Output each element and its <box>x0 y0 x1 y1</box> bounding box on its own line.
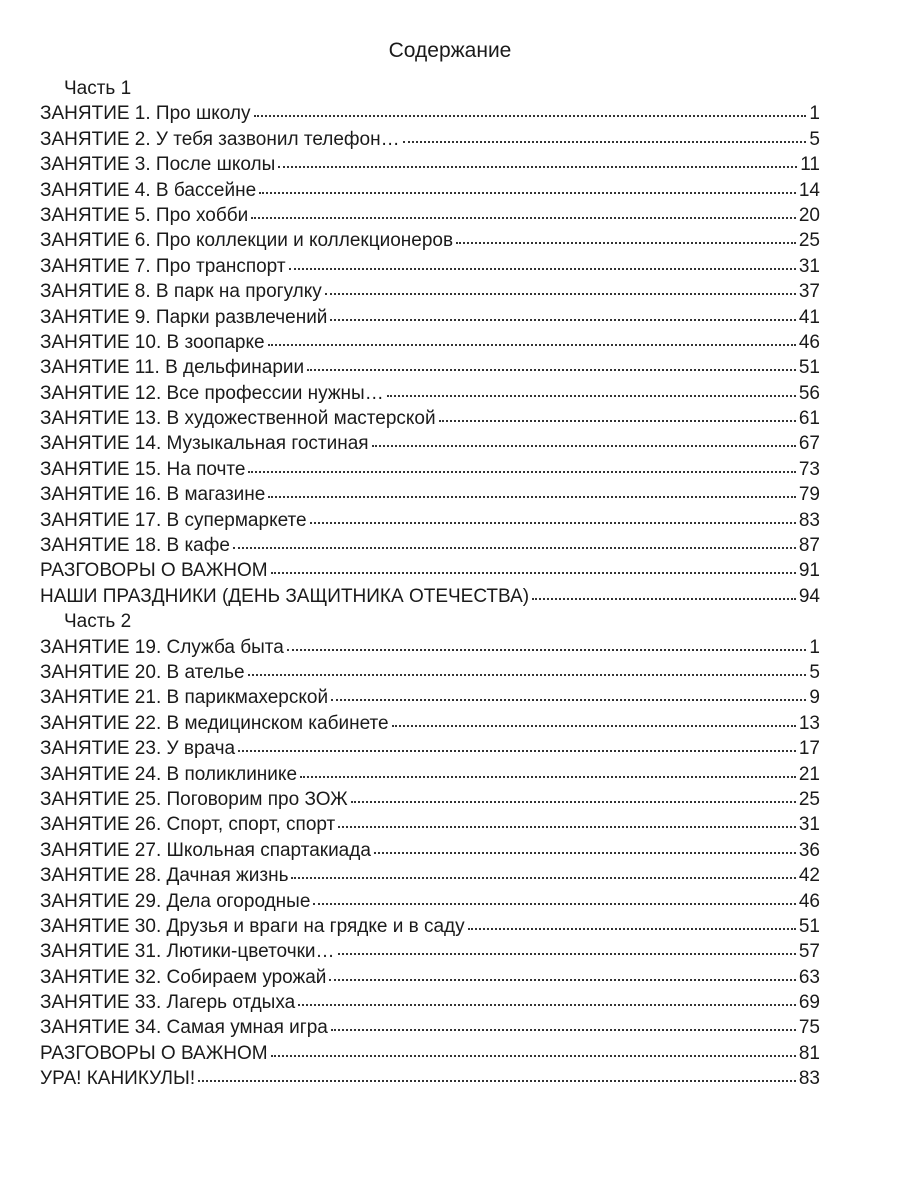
toc-entry-page-number: 51 <box>798 357 820 379</box>
dot-leader <box>329 978 795 981</box>
toc-entry-page-number: 87 <box>798 535 820 557</box>
toc-entry <box>40 736 820 761</box>
toc-entry-page-number: 61 <box>798 408 820 430</box>
toc-entry <box>40 939 820 964</box>
toc-entry <box>40 1066 820 1091</box>
dot-leader <box>456 241 796 244</box>
toc-entry-label: ЗАНЯТИЕ 25. Поговорим про ЗОЖ <box>40 788 348 810</box>
toc-entry-page-number: 57 <box>798 941 820 963</box>
toc-entry-label: ЗАНЯТИЕ 33. Лагерь отдыха <box>40 992 296 1014</box>
toc-entry-page-number: 31 <box>798 255 820 277</box>
toc-entry <box>40 635 820 660</box>
toc-entry <box>40 457 820 482</box>
toc-entry <box>40 101 820 126</box>
dot-leader <box>298 1003 796 1006</box>
dot-leader <box>271 571 796 574</box>
toc-entry <box>40 203 820 228</box>
dot-leader <box>254 114 807 117</box>
toc-entry-page-number: 91 <box>798 560 820 582</box>
dot-leader <box>310 521 796 524</box>
toc-entry-label: ЗАНЯТИЕ 15. На почте <box>40 458 246 480</box>
toc-entry <box>40 558 820 583</box>
toc-entry <box>40 228 820 253</box>
dot-leader <box>271 1054 796 1057</box>
toc-entry <box>40 178 820 203</box>
toc-entry <box>40 431 820 456</box>
toc-entry <box>40 965 820 990</box>
toc-entry-label: ЗАНЯТИЕ 21. В парикмахерской <box>40 687 329 709</box>
dot-leader <box>374 851 796 854</box>
toc-entry-page-number: 42 <box>798 865 820 887</box>
toc-entry-page-number: 1 <box>809 103 820 125</box>
toc-entry-label: РАЗГОВОРЫ О ВАЖНОМ <box>40 560 268 582</box>
toc-entry <box>40 1015 820 1040</box>
toc-entry-page-number: 75 <box>798 1017 820 1039</box>
toc-entry-label: ЗАНЯТИЕ 2. У тебя зазвонил телефон… <box>40 128 400 150</box>
toc-entry-label: ЗАНЯТИЕ 11. В дельфинарии <box>40 357 305 379</box>
dot-leader <box>238 749 796 752</box>
dot-leader <box>291 876 795 879</box>
dot-leader <box>233 546 796 549</box>
dot-leader <box>403 140 807 143</box>
toc-entry-page-number: 5 <box>809 128 820 150</box>
toc-entry-page-number: 20 <box>798 204 820 226</box>
toc-entry <box>40 254 820 279</box>
dot-leader <box>532 597 796 600</box>
dot-leader <box>330 318 795 321</box>
toc-entry-label: ЗАНЯТИЕ 16. В магазине <box>40 484 266 506</box>
dot-leader <box>351 800 796 803</box>
toc-entry-page-number: 1 <box>809 636 820 658</box>
toc-entry-label: ЗАНЯТИЕ 22. В медицинском кабинете <box>40 712 389 734</box>
toc-entry-label: ЗАНЯТИЕ 32. Собираем урожай <box>40 966 327 988</box>
toc-entry-label: ЗАНЯТИЕ 7. Про транспорт <box>40 255 286 277</box>
toc-entry-label: ЗАНЯТИЕ 6. Про коллекции и коллекционеров <box>40 230 454 252</box>
dot-leader <box>338 825 796 828</box>
toc-entry <box>40 914 820 939</box>
toc-entry-label: ЗАНЯТИЕ 4. В бассейне <box>40 179 257 201</box>
toc-entry <box>40 482 820 507</box>
toc-entry <box>40 889 820 914</box>
toc-entry-label: РАЗГОВОРЫ О ВАЖНОМ <box>40 1042 268 1064</box>
toc-entry <box>40 660 820 685</box>
dot-leader <box>251 216 796 219</box>
dot-leader <box>248 673 807 676</box>
toc-entry-label: ЗАНЯТИЕ 10. В зоопарке <box>40 331 265 353</box>
dot-leader <box>331 1028 796 1031</box>
toc-entry <box>40 127 820 152</box>
toc-entry-label: ЗАНЯТИЕ 12. Все профессии нужны… <box>40 382 384 404</box>
toc-entry-page-number: 25 <box>798 230 820 252</box>
dot-leader <box>313 902 795 905</box>
toc-entry <box>40 711 820 736</box>
page-title: Содержание <box>388 39 512 62</box>
toc-entry-page-number: 67 <box>798 433 820 455</box>
dot-leader <box>372 444 796 447</box>
dot-leader <box>268 343 796 346</box>
toc-entry-label: ЗАНЯТИЕ 14. Музыкальная гостиная <box>40 433 369 455</box>
toc-entry-label: ЗАНЯТИЕ 3. После школы <box>40 154 276 176</box>
toc-entry-page-number: 17 <box>798 738 820 760</box>
toc-entry-page-number: 56 <box>798 382 820 404</box>
toc-entry-page-number: 83 <box>798 509 820 531</box>
toc-entry-label: ЗАНЯТИЕ 5. Про хобби <box>40 204 249 226</box>
dot-leader <box>300 775 796 778</box>
toc-entry-label: ЗАНЯТИЕ 26. Спорт, спорт, спорт <box>40 814 336 836</box>
toc-entry-label: ЗАНЯТИЕ 23. У врача <box>40 738 236 760</box>
dot-leader <box>338 952 796 955</box>
toc-entry-page-number: 79 <box>798 484 820 506</box>
toc-entry <box>40 990 820 1015</box>
toc-entry-label: ЗАНЯТИЕ 13. В художественной мастерской <box>40 408 436 430</box>
toc-entry-page-number: 69 <box>798 992 820 1014</box>
toc-entry-page-number: 11 <box>800 154 820 176</box>
toc-entry-page-number: 46 <box>798 331 820 353</box>
toc-entry-label: ЗАНЯТИЕ 8. В парк на прогулку <box>40 281 322 303</box>
toc-entry-label: ЗАНЯТИЕ 9. Парки развлечений <box>40 306 328 328</box>
toc-entry-label: ЗАНЯТИЕ 28. Дачная жизнь <box>40 865 289 887</box>
dot-leader <box>198 1079 796 1082</box>
toc-entry <box>40 762 820 787</box>
dot-leader <box>468 927 796 930</box>
toc-entry-page-number: 36 <box>798 839 820 861</box>
toc-entry <box>40 1041 820 1066</box>
toc-entry <box>40 279 820 304</box>
toc-entry-label: ЗАНЯТИЕ 30. Друзья и враги на грядке и в саду <box>40 915 465 937</box>
dot-leader <box>287 648 807 651</box>
dot-leader <box>387 394 796 397</box>
toc-entry-page-number: 21 <box>798 763 820 785</box>
dot-leader <box>278 165 797 168</box>
toc-entry-label: ЗАНЯТИЕ 18. В кафе <box>40 535 230 557</box>
toc-entry-page-number: 9 <box>809 687 820 709</box>
toc-entry-page-number: 13 <box>798 712 820 734</box>
toc-entry-label: ЗАНЯТИЕ 24. В поликлинике <box>40 763 298 785</box>
toc-entry <box>40 584 820 609</box>
toc-entry <box>40 838 820 863</box>
toc-entry-label: ЗАНЯТИЕ 34. Самая умная игра <box>40 1017 328 1039</box>
toc-entry <box>40 685 820 710</box>
dot-leader <box>268 495 796 498</box>
toc-entry <box>40 305 820 330</box>
toc-entry-label: НАШИ ПРАЗДНИКИ (ДЕНЬ ЗАЩИТНИКА ОТЕЧЕСТВА) <box>40 585 530 607</box>
dot-leader <box>325 292 796 295</box>
part-heading: Часть 1 <box>64 78 132 99</box>
toc-entry-page-number: 31 <box>798 814 820 836</box>
toc-entry-label: ЗАНЯТИЕ 19. Служба быта <box>40 636 284 658</box>
toc-entry-page-number: 94 <box>798 585 820 607</box>
dot-leader <box>331 698 806 701</box>
toc-entry <box>40 406 820 431</box>
dot-leader <box>289 267 796 270</box>
dot-leader <box>248 470 795 473</box>
dot-leader <box>259 191 796 194</box>
dot-leader <box>392 724 796 727</box>
toc-entry-label: ЗАНЯТИЕ 1. Про школу <box>40 103 251 125</box>
dot-leader <box>307 368 796 371</box>
toc-entry <box>40 330 820 355</box>
toc-entry-page-number: 81 <box>798 1042 820 1064</box>
toc-entry-page-number: 5 <box>809 661 820 683</box>
toc-entry-page-number: 25 <box>798 788 820 810</box>
toc-entry <box>40 508 820 533</box>
toc-entry-page-number: 14 <box>798 179 820 201</box>
toc-entry <box>40 381 820 406</box>
table-of-contents <box>40 76 820 1092</box>
toc-entry-page-number: 37 <box>798 281 820 303</box>
toc-entry-label: УРА! КАНИКУЛЫ! <box>40 1068 196 1090</box>
dot-leader <box>439 419 796 422</box>
toc-entry <box>40 152 820 177</box>
toc-entry-label: ЗАНЯТИЕ 20. В ателье <box>40 661 245 683</box>
part-heading: Часть 2 <box>64 611 132 633</box>
toc-entry-page-number: 46 <box>798 890 820 912</box>
toc-entry-label: ЗАНЯТИЕ 31. Лютики-цветочки… <box>40 941 335 963</box>
toc-entry-label: ЗАНЯТИЕ 29. Дела огородные <box>40 890 311 912</box>
toc-entry-page-number: 63 <box>798 966 820 988</box>
toc-entry <box>40 812 820 837</box>
toc-entry-page-number: 41 <box>798 306 820 328</box>
toc-entry <box>40 863 820 888</box>
toc-entry-label: ЗАНЯТИЕ 17. В супермаркете <box>40 509 307 531</box>
toc-entry-page-number: 51 <box>798 915 820 937</box>
toc-entry-page-number: 83 <box>798 1068 820 1090</box>
toc-entry <box>40 533 820 558</box>
toc-entry-label: ЗАНЯТИЕ 27. Школьная спартакиада <box>40 839 371 861</box>
toc-entry <box>40 355 820 380</box>
toc-entry <box>40 787 820 812</box>
toc-entry-page-number: 73 <box>798 458 820 480</box>
